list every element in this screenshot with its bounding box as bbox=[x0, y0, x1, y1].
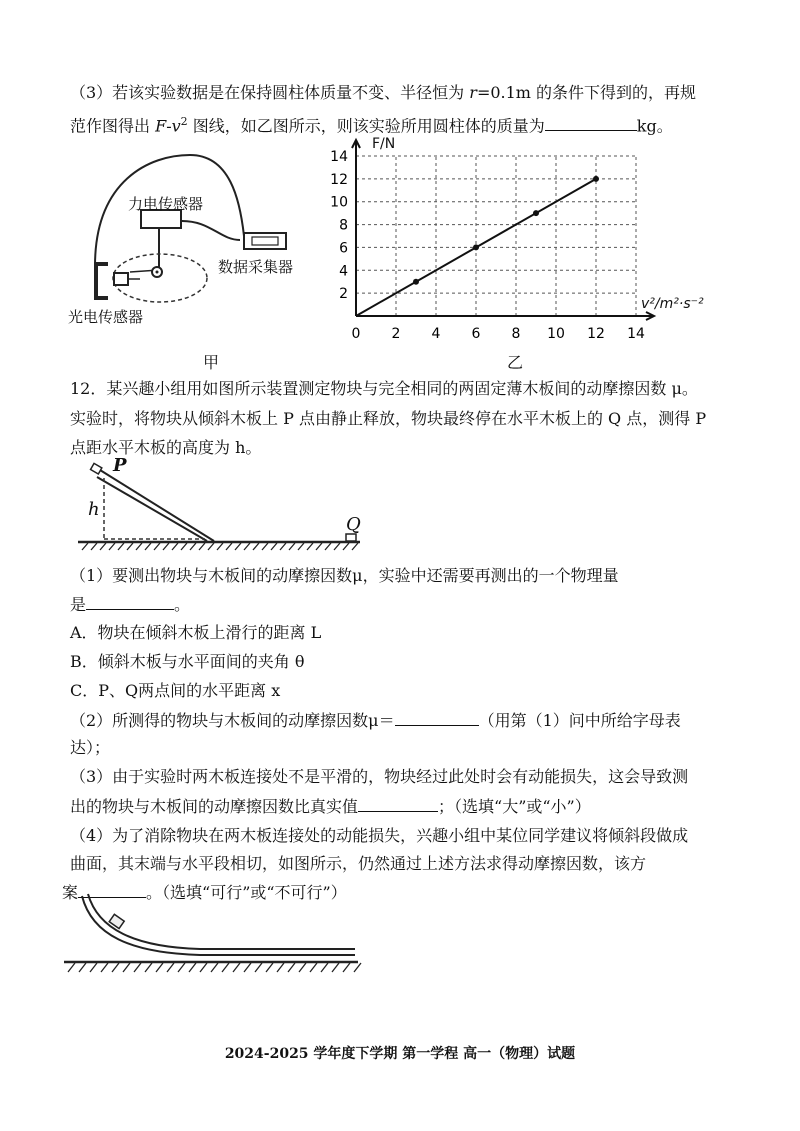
sub1-shi: 是 bbox=[70, 595, 87, 614]
label-p: P bbox=[113, 455, 127, 476]
page-footer: 2024-2025 学年度下学期 第一学程 高一（物理）试题 bbox=[224, 1046, 576, 1062]
sub4-text-b: 。（选填“可行”或“不可行”） bbox=[146, 883, 347, 902]
q3-text-c: 范作图得出 bbox=[70, 116, 156, 136]
q3-r-symbol: r bbox=[469, 83, 477, 102]
q3-sup: 2 bbox=[180, 115, 188, 128]
data-collector-label: 数据采集器 bbox=[218, 258, 294, 276]
x-tick-label: 12 bbox=[587, 326, 605, 342]
q3-text-a: （3）若该实验数据是在保持圆柱体质量不变、半径恒为 bbox=[70, 83, 470, 102]
q12-line2: 实验时，将物块从倾斜木板上 P 点由静止释放，物块最终停在水平木板上的 Q 点，测得 P bbox=[70, 409, 707, 428]
sub3-text-b: ；（选填“大”或“小”） bbox=[438, 797, 591, 816]
force-sensor-label: 力电传感器 bbox=[128, 195, 204, 213]
q3-minus: - bbox=[166, 116, 172, 136]
x-tick-label: 0 bbox=[351, 326, 361, 342]
sub2-line2: 达）； bbox=[70, 738, 111, 757]
x-axis-label: v²/m²·s⁻² bbox=[641, 296, 704, 312]
y-tick-label: 8 bbox=[339, 217, 348, 234]
sub3-text-a: 出的物块与木板间的动摩擦因数比真实值 bbox=[70, 797, 359, 816]
figure-yi-caption: 乙 bbox=[507, 353, 524, 372]
q12-line3: 点距水平木板的高度为 h。 bbox=[70, 438, 262, 457]
sub1-line1: （1）要测出物块与木板间的动摩擦因数μ，实验中还需要再测出的一个物理量 bbox=[70, 566, 619, 585]
x-tick-label: 14 bbox=[627, 326, 645, 342]
x-tick-label: 8 bbox=[511, 326, 521, 342]
sub2-text-b: （用第（1）问中所给字母表 bbox=[478, 711, 681, 730]
sub4-line2: 曲面，其末端与水平段相切，如图所示，仍然通过上述方法求得动摩擦因数，该方 bbox=[70, 854, 647, 873]
q3-v-symbol: v bbox=[171, 116, 181, 136]
y-axis-label: F/N bbox=[372, 136, 396, 152]
y-tick-label: 6 bbox=[339, 240, 348, 257]
y-tick-label: 2 bbox=[339, 286, 348, 303]
option-a[interactable]: A．物块在倾斜木板上滑行的距离 L bbox=[70, 623, 322, 642]
label-h: h bbox=[88, 499, 100, 520]
sub2-text-a: （2）所测得的物块与木板间的动摩擦因数μ＝ bbox=[70, 711, 395, 730]
option-b[interactable]: B．倾斜木板与水平面间的夹角 θ bbox=[70, 652, 305, 671]
x-tick-label: 4 bbox=[431, 326, 441, 342]
sub4-an: 案 bbox=[62, 883, 79, 902]
sub1-period: 。 bbox=[174, 595, 191, 614]
option-c[interactable]: C．P、Q两点间的水平距离 x bbox=[70, 681, 281, 700]
photo-sensor-label: 光电传感器 bbox=[68, 308, 144, 326]
y-tick-label: 14 bbox=[330, 149, 348, 165]
q3-unit: kg。 bbox=[636, 116, 673, 136]
sub3-line1: （3）由于实验时两木板连接处不是平滑的，物块经过此处时会有动能损失，这会导致测 bbox=[70, 767, 689, 786]
y-tick-label: 4 bbox=[339, 263, 348, 280]
q12-line1: 12．某兴趣小组用如图所示装置测定物块与完全相同的两固定薄木板间的动摩擦因数 μ。 bbox=[70, 379, 698, 398]
sub4-line1: （4）为了消除物块在两木板连接处的动能损失，兴趣小组中某位同学建议将倾斜段做成 bbox=[70, 826, 689, 845]
x-tick-label: 2 bbox=[391, 326, 401, 342]
x-tick-label: 10 bbox=[547, 326, 565, 342]
q3-f-symbol: F bbox=[155, 116, 167, 136]
label-q: Q bbox=[346, 514, 361, 535]
figure-jia-caption: 甲 bbox=[203, 353, 220, 372]
y-tick-label: 12 bbox=[330, 171, 348, 188]
q3-text-b: =0.1m 的条件下得到的，再规 bbox=[476, 83, 697, 102]
q3-text-d: 图线，如乙图所示，则该实验所用圆柱体的质量为 bbox=[187, 116, 545, 136]
y-tick-label: 10 bbox=[330, 194, 348, 211]
x-tick-label: 6 bbox=[471, 326, 481, 342]
